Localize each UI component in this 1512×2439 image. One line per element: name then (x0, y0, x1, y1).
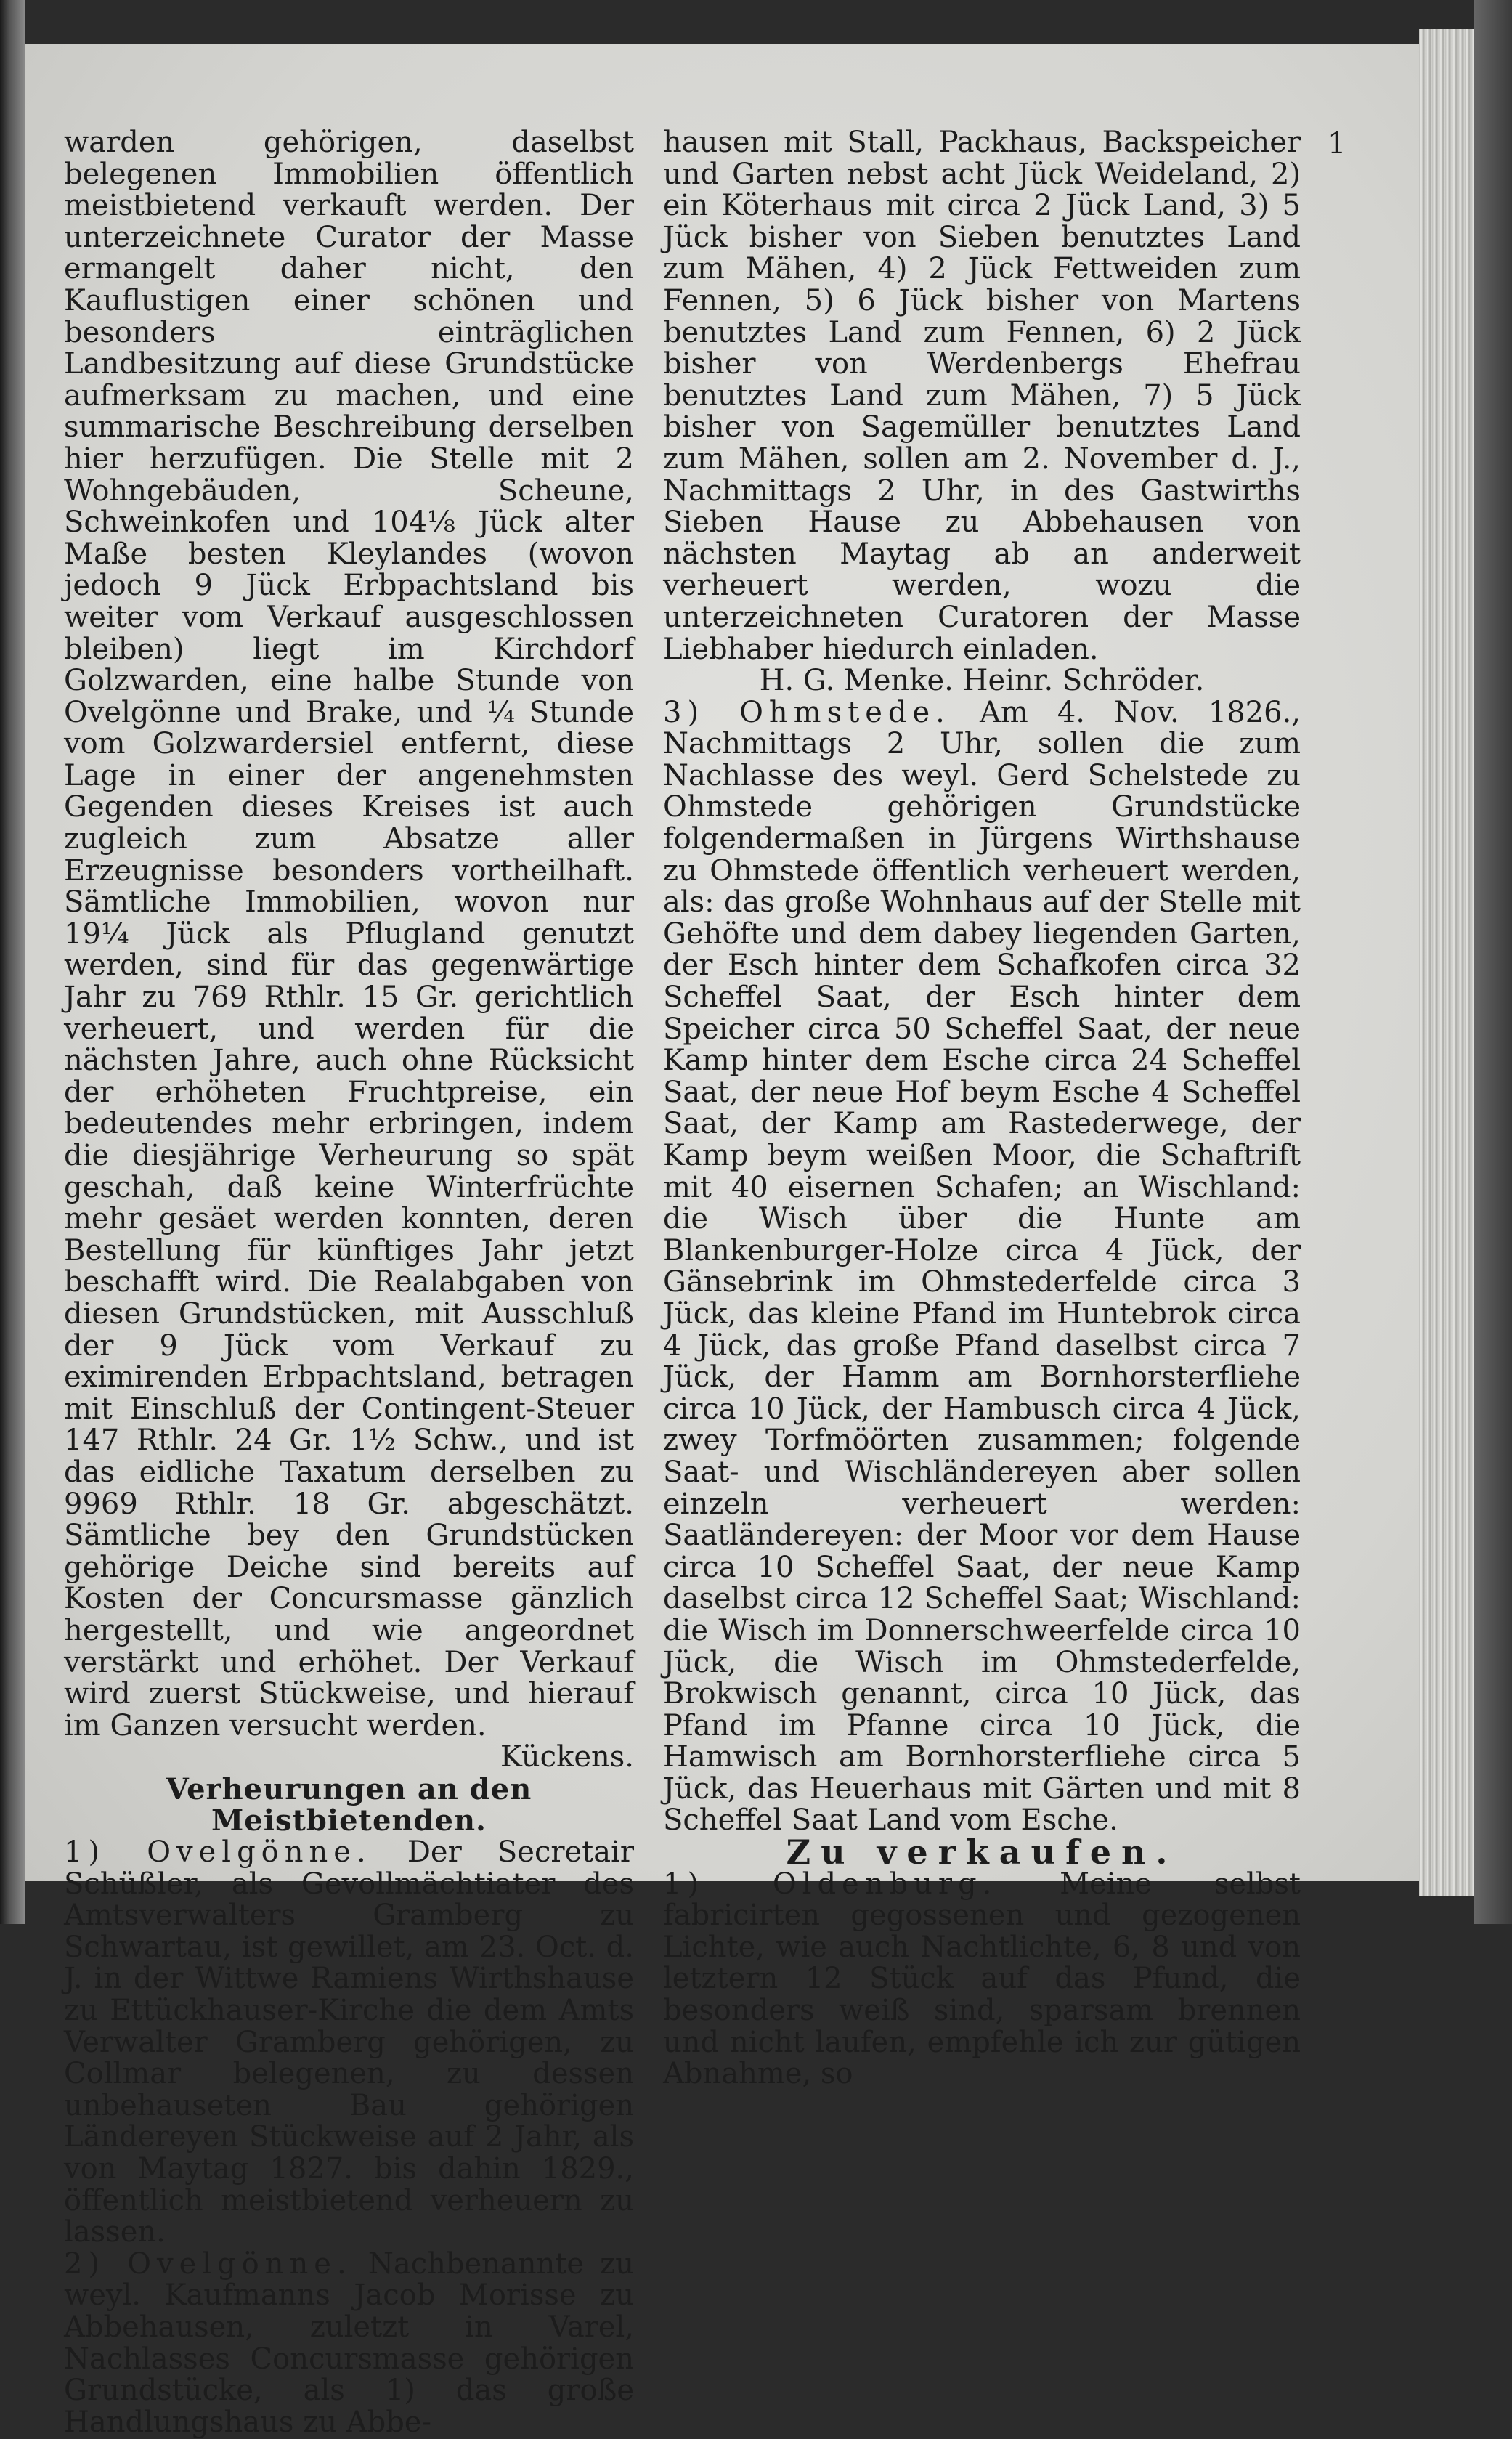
paragraph: hausen mit Stall, Packhaus, Backspeicher und Garten nebst acht Jück Weideland, 2) ein Köterhaus mit circa 2 Jück Land, 3) 5 Jück bisher von Sieben benutztes Land zum Mähen, 4) 2 Jück Fettweiden zum Fennen, 5) 6 Jück bisher von Martens benutztes Land zum Fennen, 6) 2 Jück bisher von Werdenbergs Ehefrau benutztes Land zum Mähen, 7) 5 Jück bisher von Sagemüller benutztes Land zum Mähen, sollen am 2. November d. J., Nachmittags 2 Uhr, in des Gastwirths Sieben Hause zu Abbehausen von nächsten Maytag ab an anderweit verheuert werden, wozu die unterzeichneten Curatoren der Masse Liebhaber hiedurch einladen. (663, 126, 1301, 666)
signature: Kückens. (500, 1740, 634, 1774)
paragraph-text: Der Secretair Schüßler, als Gevollmächtiater des Amtsverwalters Gramberg zu Schwartau, ist gewillet, am 23. Oct. d. J. in der Wittwe Ramiens Wirthshause zu Ettückhauser-Kirche die dem Amts Verwalter Gramberg gehörigen, zu Collmar belegenen, zu dessen unbehauseten Bau gehörigen Ländereyen Stückweise auf 2 Jahr, als von Maytag 1827. bis dahin 1829., öffentlich meistbietend verheuern zu lassen. (64, 1835, 634, 2249)
place-name: 1) Oldenburg. (663, 1867, 998, 1901)
book-edge-shadow (1474, 0, 1512, 1924)
left-column (64, 127, 634, 2438)
section-heading: Verheurungen an den Meistbietenden. (166, 1772, 532, 1838)
paragraph: warden gehörigen, daselbst belegenen Immobilien öffentlich meistbietend verkauft werden. Der unterzeichnete Curator der Masse ermangelt daher nicht, den Kauflustigen einer schönen und besonders einträglichen Landbesitzung auf diese Grundstücke aufmerksam zu machen, und eine summarische Beschreibung derselben hier herzufügen. Die Stelle mit 2 Wohngebäuden, Scheune, Schweinkofen und 104⅛ Jück alter Maße besten Kleylandes (wovon jedoch 9 Jück Erbpachtsland bis weiter vom Verkauf ausgeschlossen bleiben) liegt im Kirchdorf Golzwarden, eine halbe Stunde von Ovelgönne und Brake, und ¼ Stunde vom Golzwardersiel entfernt, diese Lage in einer der angenehmsten Gegenden dieses Kreises ist auch zugleich zum Absatze aller Erzeugnisse besonders vortheilhaft. Sämtliche Immobilien, wovon nur 19¼ Jück als Pflugland genutzt werden, sind für das gegenwärtige Jahr zu 769 Rthlr. 15 Gr. gerichtlich verheuert, und werden für die nächsten Jahre, auch ohne Rücksicht der erhöheten Fruchtpreise, ein bedeutendes mehr erbringen, indem die diesjährige Verheurung so spät geschah, daß keine Winterfrüchte mehr gesäet werden konnten, deren Bestellung für künftiges Jahr jetzt beschafft wird. Die Realabgaben von diesen Grundstücken, mit Ausschluß der 9 Jück vom Verkauf zu eximirenden Erbpachtsland, betragen mit Einschluß der Contingent-Steuer 147 Rthlr. 24 Gr. 1½ Schw., und ist das eidliche Taxatum derselben zu 9969 Rthlr. 18 Gr. abgeschätzt. Sämtliche bey den Grundstücken gehörige Deiche sind bereits auf Kosten der Concursmasse gänzlich hergestellt, und wie angeordnet verstärkt und erhöhet. Der Verkauf wird zuerst Stückweise, und hierauf im Ganzen versucht werden. (64, 126, 634, 1742)
page-mark: 1 (1328, 127, 1346, 161)
place-name: 3) Ohmstede. (663, 695, 951, 729)
place-name: 1) Ovelgönne. (64, 1835, 372, 1870)
paragraph-text: Nachbenannte zu weyl. Kaufmanns Jacob Morisse zu Abbehausen, zuletzt in Varel, Nachlasses Concursmasse gehörigen Grundstücke, als 1) das große Handlungshaus zu Abbe- (64, 2247, 635, 2439)
paragraph-text: Am 4. Nov. 1826., Nachmittags 2 Uhr, sollen die zum Nachlasse des weyl. Gerd Schelstede zu Ohmstede gehörigen Grundstücke folgendermaßen in Jürgens Wirthshause zu Ohmstede öffentlich verheuert werden, als: das große Wohnhaus auf der Stelle mit Gehöfte und dem dabey liegenden Garten, der Esch hinter dem Schafkofen circa 32 Scheffel Saat, der Esch hinter dem Speicher circa 50 Scheffel Saat, der neue Kamp hinter dem Esche circa 24 Scheffel Saat, der neue Hof beym Esche 4 Scheffel Saat, der Kamp am Rastederwege, der Kamp beym weißen Moor, die Schaftrift mit 40 eisernen Schafen; an Wischland: die Wisch über die Hunte am Blankenburger-Holze circa 4 Jück, der Gänsebrink im Ohmstederfelde circa 3 Jück, das kleine Pfand im Huntebrok circa 4 Jück, das große Pfand daselbst circa 7 Jück, der Hamm am Bornhorsterfliehe circa 10 Jück, der Hambusch circa 4 Jück, zwey Torfmöörten zusammen; folgende Saat- und Wischländereyen aber sollen einzeln verheuert werden: Saatländereyen: der Moor vor dem Hause circa 10 Scheffel Saat, der neue Kamp daselbst circa 12 Scheffel Saat; Wischland: die Wisch im Donnerschweerfelde circa 10 Jück, die Wisch im Ohmstederfelde, Brokwisch genannt, circa 10 Jück, das Pfand im Pfanne circa 10 Jück, die Hamwisch am Bornhorsterfliehe circa 5 Jück, das Heuerhaus mit Gärten und mit 8 Scheffel Saat Land vom Esche. (663, 695, 1301, 1838)
binding-shadow (0, 0, 25, 1924)
paragraph (64, 2249, 634, 2439)
signature: H. G. Menke. Heinr. Schröder. (759, 664, 1205, 698)
paragraph (663, 1869, 1301, 2090)
paragraph (663, 697, 1301, 1837)
right-column (663, 127, 1301, 2090)
paragraph-text: Meine selbst fabricirten gegossenen und gezogenen Lichte, wie auch Nachtlichte, 6, 8 und von letztern 12 Stück auf das Pfund, die besonders weiß sind, sparsam brennen und nicht laufen, empfehle ich zur gütigen Abnahme, so (663, 1867, 1301, 2091)
place-name: 2) Ovelgönne. (64, 2247, 352, 2281)
section-heading: Zu verkaufen. (786, 1833, 1178, 1872)
paragraph (64, 1837, 634, 2249)
